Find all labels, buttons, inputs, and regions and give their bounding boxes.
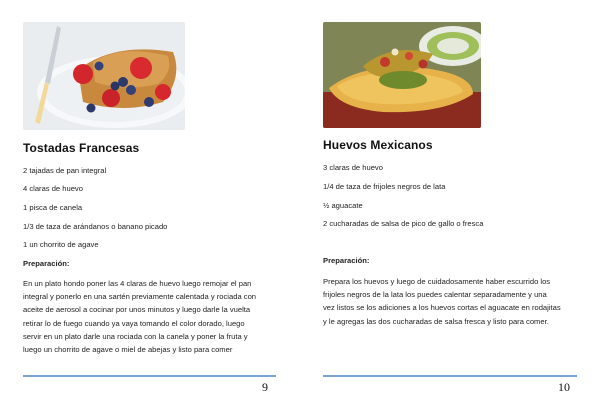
preparation-line: retirar lo de fuego cuando ya vaya tomando el color dorado, luego xyxy=(23,318,245,328)
preparation-line: frijoles negros de la lata los puedes calentar separadamente y una xyxy=(323,290,547,300)
ingredient-line: 1/4 de taza de frijoles negros de lata xyxy=(323,182,446,191)
preparation-line: y le agregas las dos cucharadas de salsa fresca y listo para comer. xyxy=(323,316,549,326)
recipe-title: Tostadas Francesas xyxy=(23,141,140,155)
ingredient-line: 3 claras de huevo xyxy=(323,163,383,172)
preparation-line: servir en un plato darle una rociada con la canela y poner la fruta y xyxy=(23,331,248,341)
ingredient-line: 1 un chorrito de agave xyxy=(23,240,99,249)
preparation-line: Prepara los huevos y luego de cuidadosamente haber escurrido los xyxy=(323,277,551,286)
recipe-page-right xyxy=(300,0,600,415)
mexican-omelette-photo xyxy=(323,22,481,128)
ingredient-line: ½ aguacate xyxy=(323,201,363,210)
page-number: 9 xyxy=(262,380,268,394)
preparation-label: Preparación: xyxy=(23,259,70,268)
ingredient-line: 4 claras de huevo xyxy=(23,184,83,193)
ingredient-line: 2 tajadas de pan integral xyxy=(23,166,107,175)
ingredient-line: 1/3 de taza de arándanos o banano picado xyxy=(23,222,168,231)
footer-rule xyxy=(23,375,276,377)
french-toast-photo xyxy=(23,22,185,130)
preparation-line: integral y ponerlo en una sartén previamente calentada y rociada con xyxy=(23,292,257,302)
page-number: 10 xyxy=(558,380,570,394)
preparation-label: Preparación: xyxy=(323,256,370,265)
ingredient-line: 1 pisca de canela xyxy=(23,203,83,212)
preparation-line: luego un chorrito de agave o miel de abejas y listo para comer xyxy=(23,344,233,354)
preparation-line: aceite de aerosol a cocinar por unos minutos y luego darle la vuelta xyxy=(23,305,251,315)
preparation-line: En un plato hondo poner las 4 claras de huevo luego remojar el pan xyxy=(23,279,252,288)
preparation-text xyxy=(23,277,256,356)
ingredient-line: 2 cucharadas de salsa de pico de gallo o fresca xyxy=(323,219,484,228)
preparation-line: vez listos se los adiciones a los huevos cortas el aguacate en rodajitas xyxy=(323,303,561,313)
recipe-title: Huevos Mexicanos xyxy=(323,138,433,152)
preparation-text xyxy=(323,275,561,328)
footer-rule xyxy=(323,375,577,377)
